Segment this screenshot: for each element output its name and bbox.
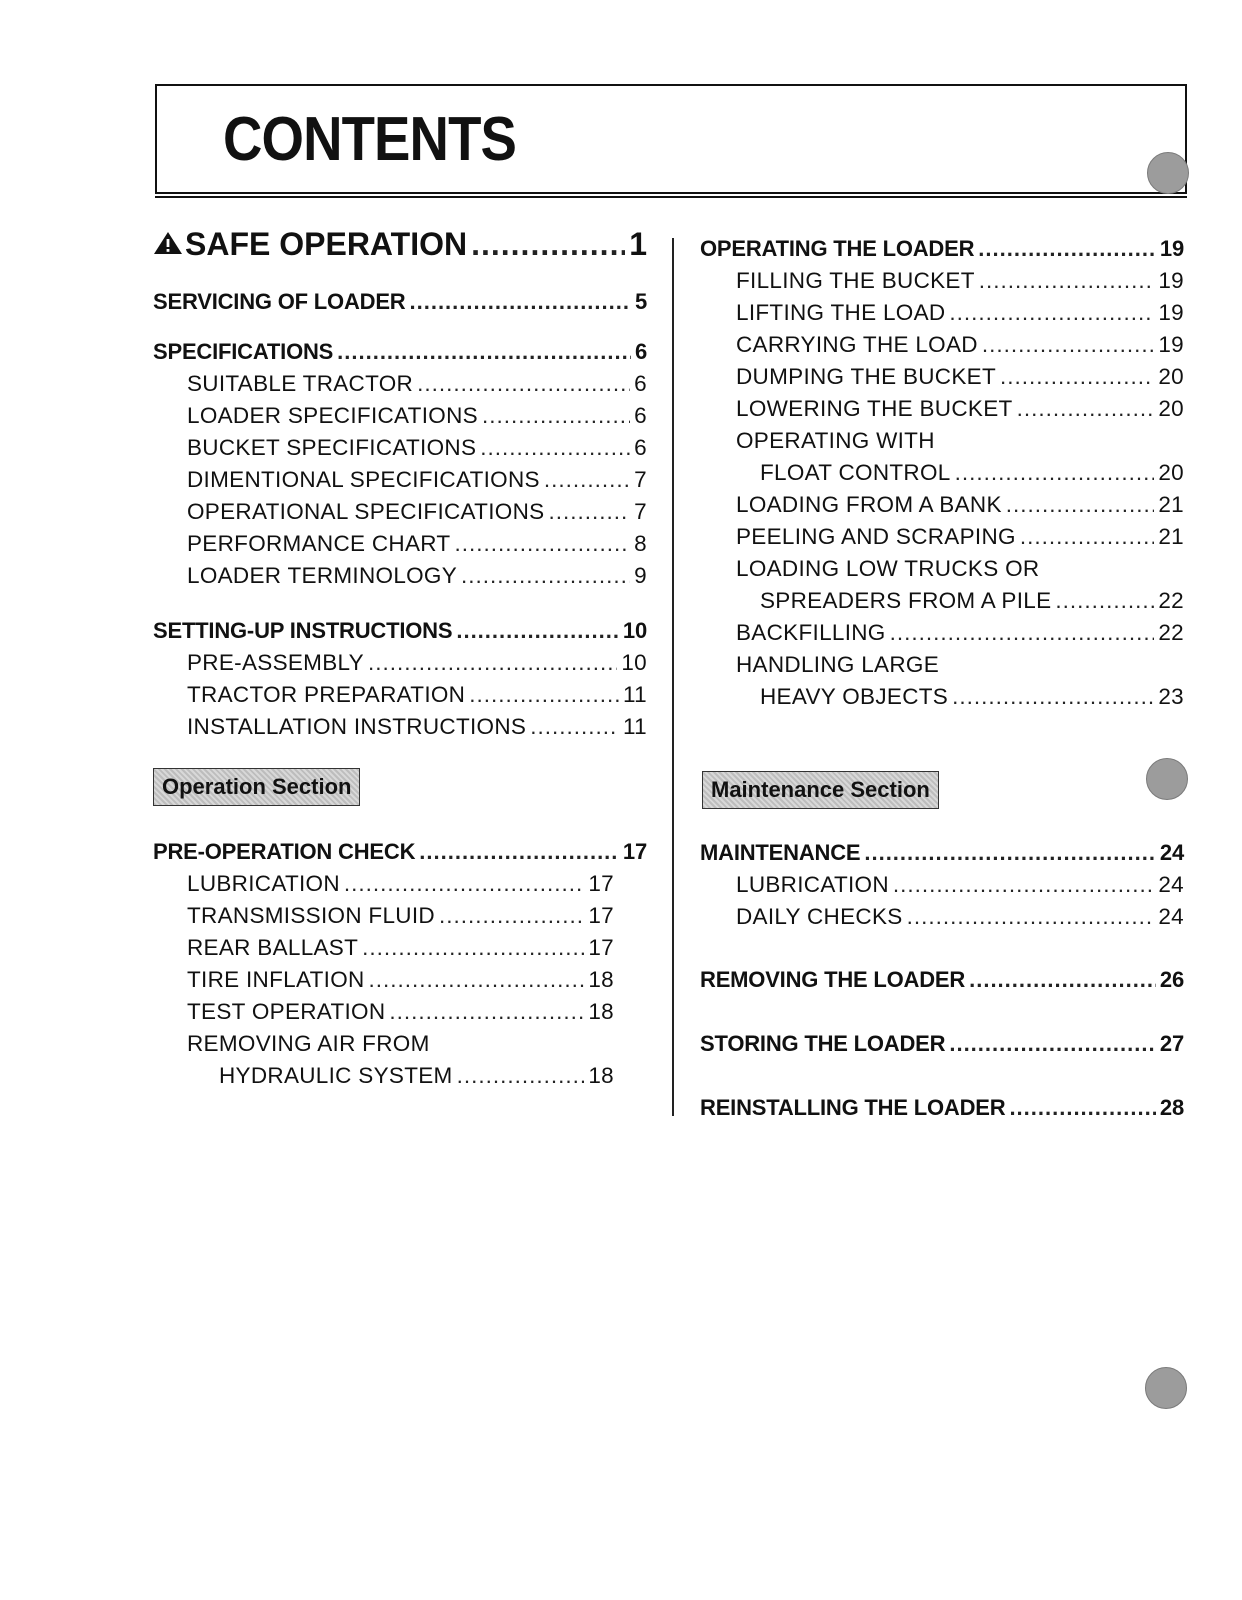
toc-page-number: 28 (1159, 1095, 1184, 1120)
leader-dots (907, 904, 1155, 930)
toc-page-number: 18 (588, 1063, 614, 1088)
leader-dots (417, 371, 630, 397)
toc-entry-text: REMOVING THE LOADER (700, 967, 966, 992)
toc-entry-label (187, 371, 413, 397)
toc-entry-text: CARRYING THE LOAD (736, 332, 978, 357)
leader-dots (893, 872, 1154, 898)
toc-entry-label (760, 684, 948, 710)
toc-entry-label (187, 871, 340, 897)
toc-page-number: 20 (1158, 396, 1184, 421)
maintenance-section-label: Maintenance Section (702, 771, 939, 809)
toc-entry (153, 289, 647, 315)
toc-entry (219, 1063, 614, 1089)
toc-entry-label (187, 531, 450, 557)
toc-entry-text: DIMENTIONAL SPECIFICATIONS (187, 467, 540, 492)
leader-dots (1017, 396, 1155, 422)
leader-dots (530, 714, 619, 740)
toc-entry-text: TIRE INFLATION (187, 967, 365, 992)
toc-entry-label (736, 652, 939, 678)
toc-entry-text: LOADING FROM A BANK (736, 492, 1002, 517)
toc-entry-label (187, 563, 457, 589)
leader-dots (969, 967, 1156, 993)
toc-page-number: 17 (588, 935, 614, 960)
punch-hole-icon (1146, 758, 1188, 800)
toc-entry-text: PEELING AND SCRAPING (736, 524, 1016, 549)
toc-page-number: 7 (634, 467, 647, 492)
toc-entry-label (187, 467, 540, 493)
toc-entry (187, 682, 647, 708)
leader-dots (369, 967, 585, 993)
toc-entry-label (736, 332, 978, 358)
leader-dots (469, 682, 619, 708)
leader-dots (890, 620, 1155, 646)
leader-dots (461, 563, 630, 589)
toc-entry-text: REINSTALLING THE LOADER (700, 1095, 1006, 1120)
toc-page-number: 19 (1158, 300, 1184, 325)
toc-entry-text: BUCKET SPECIFICATIONS (187, 435, 477, 460)
toc-entry (187, 499, 647, 525)
leader-dots (949, 1031, 1156, 1057)
toc-entry (700, 840, 1184, 866)
toc-entry-label (700, 967, 965, 993)
toc-entry-text: LIFTING THE LOAD (736, 300, 946, 325)
toc-page-number: 24 (1158, 904, 1184, 929)
leader-dots (949, 300, 1154, 326)
leader-dots (454, 531, 630, 557)
toc-entry-label (736, 904, 903, 930)
toc-page-number: 9 (634, 563, 647, 588)
toc-page-number: 21 (1158, 492, 1184, 517)
toc-entry-label (736, 428, 935, 454)
toc-entry-label (153, 839, 415, 865)
toc-page-number: 18 (588, 967, 614, 992)
toc-entry-label (219, 1063, 453, 1089)
toc-entry-text: PERFORMANCE CHART (187, 531, 451, 556)
toc-entry (736, 364, 1184, 390)
leader-dots (480, 435, 630, 461)
leader-dots (471, 226, 625, 263)
toc-page-number: 24 (1159, 840, 1184, 865)
toc-entry-text: SUITABLE TRACTOR (187, 371, 414, 396)
toc-entry-text: BACKFILLING (736, 620, 886, 645)
toc-entry (700, 1095, 1184, 1121)
toc-page-number: 22 (1158, 588, 1184, 613)
toc-entry-label (187, 935, 358, 961)
toc-entry-text: LOADER SPECIFICATIONS (187, 403, 478, 428)
leader-dots (337, 339, 631, 365)
toc-entry (736, 524, 1184, 550)
toc-entry-text: LOADING LOW TRUCKS OR (736, 556, 1040, 581)
toc-entry-label (700, 1031, 945, 1057)
toc-entry-label (187, 714, 526, 740)
toc-page-number: 6 (634, 435, 647, 460)
toc-entry (736, 904, 1184, 930)
toc-entry (153, 226, 647, 263)
toc-page-number: 20 (1158, 364, 1184, 389)
toc-entry (760, 460, 1184, 486)
toc-page-number: 19 (1158, 268, 1184, 293)
toc-page-number: 17 (588, 871, 614, 896)
toc-entry-label (700, 236, 974, 262)
toc-entry-text: TRANSMISSION FLUID (187, 903, 435, 928)
toc-entry (736, 396, 1184, 422)
toc-page-number: 8 (634, 531, 647, 556)
toc-entry-label (736, 556, 1039, 582)
toc-entry (187, 531, 647, 557)
toc-entry-text: SAFE OPERATION (185, 226, 468, 262)
leader-dots (389, 999, 584, 1025)
toc-entry (153, 339, 647, 365)
toc-entry-label (153, 226, 467, 263)
toc-entry-text: REMOVING AIR FROM (187, 1031, 430, 1056)
toc-entry-label (736, 524, 1016, 550)
toc-entry-text: STORING THE LOADER (700, 1031, 946, 1056)
leader-dots (548, 499, 630, 525)
column-divider (672, 238, 674, 1116)
punch-hole-icon (1147, 152, 1189, 194)
leader-dots (419, 839, 619, 865)
toc-entry (153, 618, 647, 644)
toc-entry-text: TRACTOR PREPARATION (187, 682, 466, 707)
toc-entry-label (187, 499, 544, 525)
toc-entry-text: SERVICING OF LOADER (153, 289, 406, 314)
toc-entry (187, 403, 647, 429)
toc-entry-label (736, 492, 1002, 518)
toc-entry (700, 1031, 1184, 1057)
toc-entry-text: LOADER TERMINOLOGY (187, 563, 458, 588)
leader-dots (1000, 364, 1154, 390)
toc-entry-text: INSTALLATION INSTRUCTIONS (187, 714, 527, 739)
toc-entry (736, 300, 1184, 326)
toc-entry-text: LUBRICATION (187, 871, 340, 896)
toc-entry-text: FILLING THE BUCKET (736, 268, 975, 293)
toc-page-number: 27 (1159, 1031, 1184, 1056)
toc-entry (760, 684, 1184, 710)
leader-dots (344, 871, 584, 897)
toc-entry-text: TEST OPERATION (187, 999, 386, 1024)
toc-entry-label (736, 364, 996, 390)
toc-entry-text: OPERATING WITH (736, 428, 935, 453)
toc-page-number: 20 (1158, 460, 1184, 485)
toc-page-number: 10 (622, 618, 647, 643)
toc-entry-label (736, 396, 1013, 422)
toc-entry-label (187, 682, 465, 708)
toc-entry-label (736, 872, 889, 898)
toc-page-number: 19 (1159, 236, 1184, 261)
toc-entry-text: DUMPING THE BUCKET (736, 364, 997, 389)
toc-page-number: 21 (1158, 524, 1184, 549)
toc-page-number: 26 (1159, 967, 1184, 992)
toc-entry-text: SETTING-UP INSTRUCTIONS (153, 618, 453, 643)
leader-dots (482, 403, 630, 429)
toc-entry-text: PRE-ASSEMBLY (187, 650, 364, 675)
toc-page-number: 10 (621, 650, 647, 675)
toc-entry (187, 563, 647, 589)
leader-dots (982, 332, 1155, 358)
leader-dots (368, 650, 617, 676)
toc-entry-text: SPECIFICATIONS (153, 339, 334, 364)
toc-entry (187, 714, 647, 740)
leader-dots (1006, 492, 1155, 518)
toc-entry-text: DAILY CHECKS (736, 904, 903, 929)
operation-section-label: Operation Section (153, 768, 360, 806)
toc-entry (736, 556, 1184, 582)
toc-entry (760, 588, 1184, 614)
toc-entry-label (187, 1031, 430, 1057)
leader-dots (978, 236, 1156, 262)
toc-entry-label (153, 618, 452, 644)
toc-page-number: 6 (634, 339, 647, 364)
toc-entry (187, 935, 614, 961)
leader-dots (410, 289, 631, 315)
toc-entry (736, 428, 1184, 454)
toc-entry-label (153, 339, 333, 365)
toc-entry (187, 650, 647, 676)
toc-entry-label (187, 967, 365, 993)
toc-entry (187, 435, 647, 461)
toc-entry-label (736, 268, 975, 294)
toc-page-number: 23 (1158, 684, 1184, 709)
leader-dots (955, 460, 1155, 486)
toc-page-number: 24 (1158, 872, 1184, 897)
toc-entry-text: PRE-OPERATION CHECK (153, 839, 416, 864)
toc-entry (736, 652, 1184, 678)
toc-page-number: 5 (634, 289, 647, 314)
toc-page-number: 22 (1158, 620, 1184, 645)
toc-entry-label (187, 999, 385, 1025)
leader-dots (439, 903, 584, 929)
toc-entry-label (760, 588, 1051, 614)
toc-entry-label (153, 289, 406, 315)
toc-entry (736, 492, 1184, 518)
toc-entry (187, 967, 614, 993)
toc-entry (187, 903, 614, 929)
toc-page-number: 19 (1158, 332, 1184, 357)
toc-entry (187, 999, 614, 1025)
toc-entry-text: HEAVY OBJECTS (760, 684, 949, 709)
toc-entry (187, 1031, 614, 1057)
toc-page-number: 18 (588, 999, 614, 1024)
leader-dots (1009, 1095, 1155, 1121)
toc-page-number: 17 (588, 903, 614, 928)
toc-page-number: 6 (634, 403, 647, 428)
leader-dots (952, 684, 1154, 710)
toc-page-number: 11 (623, 714, 647, 739)
leader-dots (864, 840, 1156, 866)
toc-page-number: 17 (622, 839, 647, 864)
toc-entry-label (187, 903, 435, 929)
toc-entry-text: OPERATING THE LOADER (700, 236, 975, 261)
warning-triangle-icon (153, 226, 183, 263)
punch-hole-icon (1145, 1367, 1187, 1409)
toc-entry (187, 371, 647, 397)
leader-dots (1055, 588, 1154, 614)
title-box (155, 84, 1187, 194)
toc-entry-label (187, 650, 364, 676)
toc-entry (187, 467, 647, 493)
leader-dots (457, 1063, 585, 1089)
leader-dots (362, 935, 584, 961)
toc-entry-text: LOWERING THE BUCKET (736, 396, 1013, 421)
toc-entry (153, 839, 647, 865)
toc-page-number: 1 (629, 226, 647, 262)
toc-entry-text: REAR BALLAST (187, 935, 359, 960)
leader-dots (979, 268, 1155, 294)
toc-entry-text: HANDLING LARGE (736, 652, 939, 677)
toc-entry (736, 332, 1184, 358)
toc-entry-text: FLOAT CONTROL (760, 460, 951, 485)
toc-entry-text: SPREADERS FROM A PILE (760, 588, 1052, 613)
leader-dots (456, 618, 619, 644)
toc-entry (736, 872, 1184, 898)
toc-entry-label (736, 620, 886, 646)
toc-entry-label (760, 460, 951, 486)
toc-entry-text: HYDRAULIC SYSTEM (219, 1063, 453, 1088)
toc-entry (700, 236, 1184, 262)
leader-dots (544, 467, 630, 493)
toc-page-number: 6 (634, 371, 647, 396)
toc-page-number: 7 (634, 499, 647, 524)
toc-entry-text: OPERATIONAL SPECIFICATIONS (187, 499, 545, 524)
leader-dots (1020, 524, 1155, 550)
toc-entry-label (736, 300, 945, 326)
page-title: CONTENTS (223, 105, 517, 174)
toc-entry (736, 620, 1184, 646)
toc-entry-text: MAINTENANCE (700, 840, 861, 865)
toc-entry (736, 268, 1184, 294)
toc-entry-label (187, 435, 476, 461)
toc-entry (700, 967, 1184, 993)
toc-entry-label (187, 403, 478, 429)
toc-entry-label (700, 1095, 1005, 1121)
title-underline (155, 196, 1187, 198)
toc-entry-label (700, 840, 860, 866)
toc-page-number: 11 (623, 682, 647, 707)
toc-entry-text: LUBRICATION (736, 872, 889, 897)
toc-entry (187, 871, 614, 897)
